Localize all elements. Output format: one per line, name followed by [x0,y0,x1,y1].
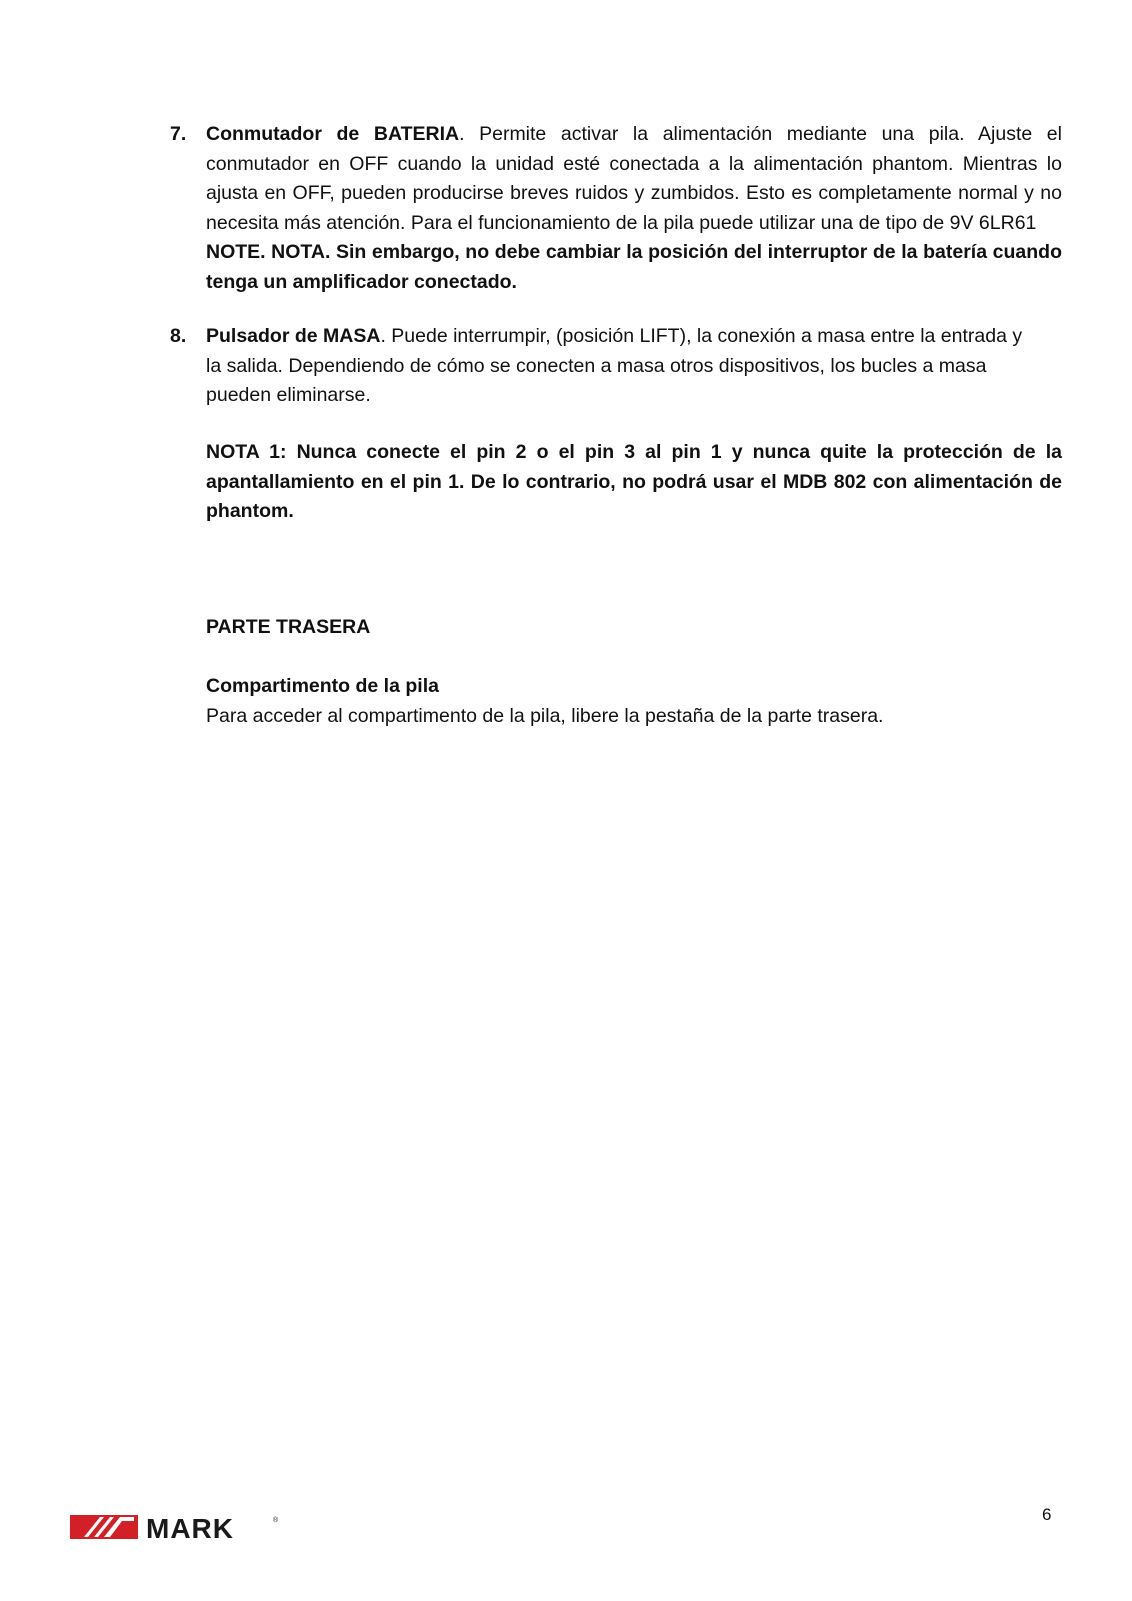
logo-wordmark: MARK [146,1513,234,1541]
section-title: PARTE TRASERA [206,616,371,638]
list-number: 7. [170,123,187,145]
item-paragraph [206,120,1062,238]
list-item-body [206,120,1062,297]
item-lead: Conmutador de BATERIA [206,123,460,145]
item-text: . Permite activar la alimentación mediante una pila. Ajuste el conmutador en OFF cuando la unidad esté conectada a la alimentación phantom. Mientras lo ajusta en OFF, pueden producirse breves ruidos y zumbidos. Esto es completamente normal y no necesita más atención. Para el funcionamiento de la pila puede utilizar una de tipo de 9V 6LR61 [206,123,1062,234]
list-item-8 [170,322,1062,411]
item-paragraph [206,322,1042,411]
list-item-body [206,322,1062,411]
item-text: . Puede interrumpir, (posición LIFT), la conexión a masa entre la entrada y la salida. Dependiendo de cómo se conecten a masa otros dispositivos, los bucles a masa pueden eliminarse. [206,325,1023,406]
list-item-7 [170,120,1062,297]
subsection-title: Compartimento de la pila [206,675,439,697]
subsection-text: Para acceder al compartimento de la pila, libere la pestaña de la parte trasera. [206,705,884,727]
item-note: NOTE. NOTA. Sin embargo, no debe cambiar la posición del interruptor de la batería cuando tenga un amplificador conectado. [206,241,1062,293]
mark-logo [70,1513,282,1541]
item-lead: Pulsador de MASA [206,325,381,347]
list-number: 8. [170,325,187,347]
svg-text:®: ® [273,1517,279,1524]
note-1: NOTA 1: Nunca conecte el pin 2 o el pin 3 al pin 1 y nunca quite la protección de la apantallamiento en el pin 1. De lo contrario, no podrá usar el MDB 802 con alimentación de phantom. [206,441,1062,522]
page-number: 6 [1042,1505,1052,1524]
